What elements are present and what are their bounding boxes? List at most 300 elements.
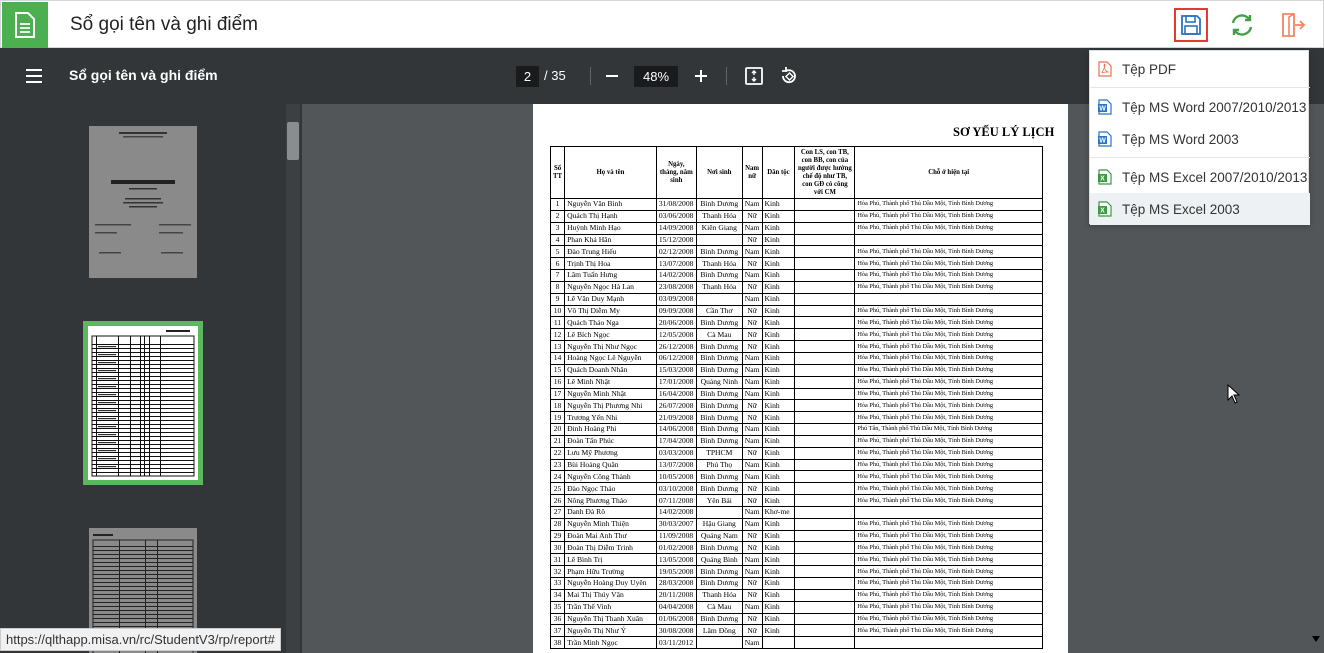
table-cell xyxy=(795,506,855,518)
table-cell: 22 xyxy=(551,447,565,459)
table-cell: Trần Minh Ngọc xyxy=(565,637,657,649)
table-cell: 26/12/2008 xyxy=(656,341,696,353)
table-cell xyxy=(795,578,855,590)
table-cell: Nữ xyxy=(742,589,762,601)
document-title: Sổ gọi tên và ghi điểm xyxy=(69,67,218,83)
table-cell: Nam xyxy=(742,270,762,282)
table-cell xyxy=(762,637,795,649)
table-cell: 19 xyxy=(551,412,565,424)
table-cell: Nam xyxy=(742,293,762,305)
word-file-icon xyxy=(1098,131,1112,147)
table-cell: Hòa Phú, Thành phố Thủ Dầu Một, Tỉnh Bình Dương xyxy=(855,246,1043,258)
table-row xyxy=(551,412,1043,424)
table-cell xyxy=(855,637,1043,649)
table-cell xyxy=(795,625,855,637)
table-row xyxy=(551,199,1043,211)
table-row xyxy=(551,530,1043,542)
table-row xyxy=(551,495,1043,507)
table-cell: 17/01/2008 xyxy=(656,376,696,388)
table-cell: 31 xyxy=(551,554,565,566)
table-cell: Nữ xyxy=(742,281,762,293)
table-cell: Kinh xyxy=(762,199,795,211)
table-cell: 9 xyxy=(551,293,565,305)
table-cell: Bình Dương xyxy=(696,578,742,590)
table-cell: 24 xyxy=(551,471,565,483)
table-cell: Đào Ngọc Thảo xyxy=(565,483,657,495)
table-header-cell: Nam nữ xyxy=(742,147,762,199)
table-cell xyxy=(795,495,855,507)
table-row xyxy=(551,566,1043,578)
table-row xyxy=(551,578,1043,590)
table-cell: Nam xyxy=(742,518,762,530)
fit-page-button[interactable] xyxy=(742,64,766,88)
sync-icon xyxy=(1229,12,1255,38)
zoom-out-button[interactable] xyxy=(600,64,624,88)
table-cell xyxy=(795,566,855,578)
table-cell: Bình Dương xyxy=(696,341,742,353)
table-cell: Nữ xyxy=(742,542,762,554)
table-cell xyxy=(795,317,855,329)
table-cell: Bình Dương xyxy=(696,566,742,578)
sidebar-scrollbar[interactable] xyxy=(286,104,300,653)
table-cell: 4 xyxy=(551,234,565,246)
table-cell: Nữ xyxy=(742,495,762,507)
table-cell: Nữ xyxy=(742,447,762,459)
zoom-input[interactable]: 48% xyxy=(634,66,678,87)
export-excel2007-item[interactable] xyxy=(1090,161,1310,193)
table-cell xyxy=(795,270,855,282)
table-cell: Hòa Phú, Thành phố Thủ Dầu Một, Tỉnh Bình Dương xyxy=(855,578,1043,590)
table-cell: Nam xyxy=(742,199,762,211)
table-cell: 10/05/2008 xyxy=(656,471,696,483)
table-cell: Kinh xyxy=(762,447,795,459)
table-cell xyxy=(795,435,855,447)
table-cell: Bình Dương xyxy=(696,471,742,483)
table-cell xyxy=(795,637,855,649)
table-header-cell: Nơi sinh xyxy=(696,147,742,199)
table-cell xyxy=(795,341,855,353)
table-cell: Hòa Phú, Thành phố Thủ Dầu Một, Tỉnh Bình Dương xyxy=(855,258,1043,270)
table-cell: Bình Dương xyxy=(696,435,742,447)
pdf-file-icon xyxy=(1098,61,1112,77)
table-cell xyxy=(795,412,855,424)
table-row xyxy=(551,329,1043,341)
svg-text:W: W xyxy=(1099,105,1106,113)
table-cell: 37 xyxy=(551,625,565,637)
fit-page-icon xyxy=(744,66,764,86)
table-cell: Lê Văn Duy Mạnh xyxy=(565,293,657,305)
export-excel2003-item[interactable] xyxy=(1090,193,1310,225)
table-cell xyxy=(795,329,855,341)
menu-divider xyxy=(1090,87,1310,88)
table-cell: Nam xyxy=(742,364,762,376)
table-cell: 13 xyxy=(551,341,565,353)
table-row xyxy=(551,506,1043,518)
table-cell: 20 xyxy=(551,424,565,436)
table-cell: Kinh xyxy=(762,601,795,613)
table-cell: Nam xyxy=(742,637,762,649)
table-cell: Phạm Hữu Trường xyxy=(565,566,657,578)
table-cell: Nam xyxy=(742,352,762,364)
table-cell: Kinh xyxy=(762,222,795,234)
table-cell: 01/02/2008 xyxy=(656,542,696,554)
table-cell: Bùi Hoàng Quân xyxy=(565,459,657,471)
table-cell: 7 xyxy=(551,270,565,282)
table-row xyxy=(551,234,1043,246)
table-cell: Hòa Phú, Thành phố Thủ Dầu Một, Tỉnh Bình Dương xyxy=(855,412,1043,424)
table-cell: Nam xyxy=(742,222,762,234)
table-cell: 14/06/2008 xyxy=(656,424,696,436)
table-cell: Mai Thị Thúy Vân xyxy=(565,589,657,601)
table-cell: Bình Dương xyxy=(696,412,742,424)
table-cell: Nguyễn Văn Bình xyxy=(565,199,657,211)
table-cell: Trương Yến Nhi xyxy=(565,412,657,424)
table-cell: Đoàn Tấn Phúc xyxy=(565,435,657,447)
table-cell: Kinh xyxy=(762,566,795,578)
table-cell: 26/07/2008 xyxy=(656,400,696,412)
table-cell: 11 xyxy=(551,317,565,329)
table-row xyxy=(551,554,1043,566)
table-row xyxy=(551,293,1043,305)
export-pdf-item[interactable] xyxy=(1090,53,1310,85)
table-cell: Kinh xyxy=(762,246,795,258)
table-cell xyxy=(795,281,855,293)
table-cell: Nam xyxy=(742,506,762,518)
table-cell: TPHCM xyxy=(696,447,742,459)
table-cell xyxy=(795,234,855,246)
table-cell: Nam xyxy=(742,376,762,388)
table-cell: 17 xyxy=(551,388,565,400)
rotate-button[interactable] xyxy=(777,64,801,88)
app-header xyxy=(0,0,1324,48)
table-cell: 15/03/2008 xyxy=(656,364,696,376)
table-cell: 21 xyxy=(551,435,565,447)
table-cell: Nguyễn Công Thành xyxy=(565,471,657,483)
table-cell: Bình Dương xyxy=(696,364,742,376)
table-cell: Hòa Phú, Thành phố Thủ Dầu Một, Tỉnh Bình Dương xyxy=(855,613,1043,625)
table-cell: Lâm Đồng xyxy=(696,625,742,637)
table-cell: 04/04/2008 xyxy=(656,601,696,613)
table-row xyxy=(551,388,1043,400)
export-word2003-item[interactable] xyxy=(1090,123,1310,155)
excel-file-icon xyxy=(1098,169,1112,185)
save-icon xyxy=(1180,14,1202,36)
table-cell: Kinh xyxy=(762,495,795,507)
table-cell: Bình Dương xyxy=(696,352,742,364)
table-cell: Bình Dương xyxy=(696,246,742,258)
table-cell: Bình Dương xyxy=(696,542,742,554)
table-cell: 12/05/2008 xyxy=(656,329,696,341)
table-cell: Lâm Tuấn Hưng xyxy=(565,270,657,282)
table-row xyxy=(551,246,1043,258)
table-cell: Đào Trung Hiếu xyxy=(565,246,657,258)
table-cell: Bình Dương xyxy=(696,388,742,400)
table-cell: Nam xyxy=(742,459,762,471)
export-excel2007-label: Tệp MS Excel 2007/2010/2013 xyxy=(1122,169,1308,185)
minus-icon xyxy=(605,69,619,83)
table-row xyxy=(551,459,1043,471)
table-cell: 28 xyxy=(551,518,565,530)
table-cell: Trịnh Thị Hoa xyxy=(565,258,657,270)
table-cell: 09/09/2008 xyxy=(656,305,696,317)
table-cell: 5 xyxy=(551,246,565,258)
svg-text:W: W xyxy=(1099,137,1106,145)
table-cell: Bình Dương xyxy=(696,270,742,282)
table-header-cell: Con LS, con TB, con BB, con của người được hưởng chế độ như TB, con GĐ có công với CM xyxy=(795,147,855,199)
table-cell: Hòa Phú, Thành phố Thủ Dầu Một, Tỉnh Bình Dương xyxy=(855,388,1043,400)
table-cell: 02/12/2008 xyxy=(656,246,696,258)
table-row xyxy=(551,447,1043,459)
table-cell: Nguyễn Thị Phương Nhi xyxy=(565,400,657,412)
table-cell: 36 xyxy=(551,613,565,625)
table-cell: Cần Thơ xyxy=(696,305,742,317)
table-row xyxy=(551,435,1043,447)
table-cell: Kinh xyxy=(762,376,795,388)
table-cell: Hòa Phú, Thành phố Thủ Dầu Một, Tỉnh Bình Dương xyxy=(855,435,1043,447)
app-title: Sổ gọi tên và ghi điểm xyxy=(70,14,259,35)
table-cell: Hòa Phú, Thành phố Thủ Dầu Một, Tỉnh Bình Dương xyxy=(855,483,1043,495)
table-cell: 34 xyxy=(551,589,565,601)
table-cell: Kinh xyxy=(762,554,795,566)
toolbar-divider xyxy=(590,67,591,85)
table-cell xyxy=(795,246,855,258)
table-cell: 8 xyxy=(551,281,565,293)
export-word2007-item[interactable] xyxy=(1090,91,1310,123)
table-cell: Quảng Nam xyxy=(696,530,742,542)
page-thumbnail-2[interactable] xyxy=(83,321,203,485)
table-cell: Nữ xyxy=(742,258,762,270)
menu-icon[interactable] xyxy=(24,66,44,86)
table-row xyxy=(551,589,1043,601)
table-cell: Quảng Ninh xyxy=(696,376,742,388)
table-cell: Nữ xyxy=(742,400,762,412)
table-cell: Thanh Hóa xyxy=(696,281,742,293)
table-cell: 03/10/2008 xyxy=(656,483,696,495)
table-row xyxy=(551,305,1043,317)
table-cell: 12 xyxy=(551,329,565,341)
table-cell: Nam xyxy=(742,388,762,400)
page-total: / 35 xyxy=(544,68,566,83)
table-cell: Lê Minh Nhật xyxy=(565,376,657,388)
table-cell: Trần Thế Vinh xyxy=(565,601,657,613)
table-cell: Nam xyxy=(742,471,762,483)
table-cell: Nguyễn Hoàng Duy Uyên xyxy=(565,578,657,590)
table-row xyxy=(551,601,1043,613)
table-cell: Kinh xyxy=(762,483,795,495)
table-cell: 01/06/2008 xyxy=(656,613,696,625)
table-row xyxy=(551,471,1043,483)
table-cell: 03/06/2008 xyxy=(656,210,696,222)
save-button[interactable] xyxy=(1174,8,1208,42)
table-cell: 27 xyxy=(551,506,565,518)
table-cell: Hòa Phú, Thành phố Thủ Dầu Một, Tỉnh Bình Dương xyxy=(855,459,1043,471)
table-cell: Quảng Bình xyxy=(696,554,742,566)
table-cell: 07/11/2008 xyxy=(656,495,696,507)
table-cell: 03/11/2012 xyxy=(656,637,696,649)
table-row xyxy=(551,637,1043,649)
table-cell: Kinh xyxy=(762,400,795,412)
table-cell: Kinh xyxy=(762,341,795,353)
table-cell: Hòa Phú, Thành phố Thủ Dầu Một, Tỉnh Bình Dương xyxy=(855,317,1043,329)
rotate-icon xyxy=(779,66,799,86)
table-cell: 20/06/2008 xyxy=(656,317,696,329)
table-cell: Kinh xyxy=(762,459,795,471)
exit-button[interactable] xyxy=(1276,8,1310,42)
table-cell: Yên Bái xyxy=(696,495,742,507)
table-cell: Kinh xyxy=(762,293,795,305)
table-cell: Kinh xyxy=(762,352,795,364)
excel-file-icon xyxy=(1098,201,1112,217)
table-cell: Quách Thảo Nga xyxy=(565,317,657,329)
table-cell xyxy=(795,613,855,625)
table-cell: Nam xyxy=(742,601,762,613)
zoom-in-button[interactable] xyxy=(689,64,713,88)
table-cell: Nguyễn Minh Thiện xyxy=(565,518,657,530)
table-cell: Thanh Hóa xyxy=(696,258,742,270)
table-cell: Kinh xyxy=(762,388,795,400)
table-cell: Nguyễn Thị Thanh Xuân xyxy=(565,613,657,625)
table-cell: Nữ xyxy=(742,578,762,590)
table-cell: Lê Bình Trị xyxy=(565,554,657,566)
table-cell xyxy=(795,305,855,317)
table-cell: Phú Tân, Thành phố Thủ Dầu Một, Tỉnh Bình Dương xyxy=(855,424,1043,436)
table-cell: Kinh xyxy=(762,258,795,270)
table-cell xyxy=(795,424,855,436)
table-row xyxy=(551,281,1043,293)
table-header-cell: Chỗ ở hiện tại xyxy=(855,147,1043,199)
table-cell: Thanh Hóa xyxy=(696,210,742,222)
table-cell xyxy=(855,506,1043,518)
table-cell: Nữ xyxy=(742,305,762,317)
table-cell: Nông Phương Thảo xyxy=(565,495,657,507)
table-cell xyxy=(795,530,855,542)
table-row xyxy=(551,222,1043,234)
table-cell: Nam xyxy=(742,246,762,258)
table-cell: 13/07/2008 xyxy=(656,258,696,270)
table-row xyxy=(551,258,1043,270)
table-cell: 03/09/2008 xyxy=(656,293,696,305)
table-header-cell: Ngày, tháng, năm sinh xyxy=(656,147,696,199)
table-cell: Bình Dương xyxy=(696,317,742,329)
exit-icon xyxy=(1280,12,1306,38)
table-cell: Nguyễn Ngọc Hà Lan xyxy=(565,281,657,293)
table-cell: Bình Dương xyxy=(696,613,742,625)
table-cell xyxy=(795,459,855,471)
table-cell: 18 xyxy=(551,400,565,412)
page-number-input[interactable]: 2 xyxy=(516,66,539,87)
table-cell: 14 xyxy=(551,352,565,364)
table-cell: Kinh xyxy=(762,270,795,282)
table-row xyxy=(551,483,1043,495)
table-cell xyxy=(855,293,1043,305)
table-cell xyxy=(696,234,742,246)
table-cell: 30/08/2008 xyxy=(656,625,696,637)
table-cell: Nữ xyxy=(742,625,762,637)
table-cell: 6 xyxy=(551,258,565,270)
table-cell xyxy=(855,234,1043,246)
table-cell: Hòa Phú, Thành phố Thủ Dầu Một, Tỉnh Bình Dương xyxy=(855,270,1043,282)
table-cell: Kinh xyxy=(762,305,795,317)
table-cell: 2 xyxy=(551,210,565,222)
table-cell: Hòa Phú, Thành phố Thủ Dầu Một, Tỉnh Bình Dương xyxy=(855,400,1043,412)
table-cell: 26 xyxy=(551,495,565,507)
table-cell: Hòa Phú, Thành phố Thủ Dầu Một, Tỉnh Bình Dương xyxy=(855,530,1043,542)
sync-button[interactable] xyxy=(1225,8,1259,42)
table-row xyxy=(551,625,1043,637)
table-cell: Kinh xyxy=(762,589,795,601)
table-cell xyxy=(795,199,855,211)
sidebar-scroll-thumb[interactable] xyxy=(287,122,299,160)
table-cell xyxy=(795,589,855,601)
table-cell xyxy=(795,471,855,483)
table-row xyxy=(551,270,1043,282)
table-cell: Hòa Phú, Thành phố Thủ Dầu Một, Tỉnh Bình Dương xyxy=(855,281,1043,293)
table-cell: Kinh xyxy=(762,329,795,341)
table-cell: Hòa Phú, Thành phố Thủ Dầu Một, Tỉnh Bình Dương xyxy=(855,625,1043,637)
table-cell: 13/07/2008 xyxy=(656,459,696,471)
export-word2003-label: Tệp MS Word 2003 xyxy=(1122,131,1239,147)
table-cell: Phan Khả Hân xyxy=(565,234,657,246)
table-row xyxy=(551,400,1043,412)
document-page xyxy=(533,104,1068,653)
table-cell xyxy=(795,447,855,459)
export-excel2003-label: Tệp MS Excel 2003 xyxy=(1122,201,1240,217)
table-row xyxy=(551,613,1043,625)
table-cell: Hậu Giang xyxy=(696,518,742,530)
table-cell: 10 xyxy=(551,305,565,317)
table-cell: 16/04/2008 xyxy=(656,388,696,400)
table-cell xyxy=(795,222,855,234)
table-row xyxy=(551,317,1043,329)
table-cell: Kinh xyxy=(762,412,795,424)
table-cell: Đinh Hoàng Phi xyxy=(565,424,657,436)
main-scrollbar[interactable] xyxy=(1308,104,1324,653)
table-cell: Cà Mau xyxy=(696,329,742,341)
table-cell: Kinh xyxy=(762,625,795,637)
table-cell: Hòa Phú, Thành phố Thủ Dầu Một, Tỉnh Bình Dương xyxy=(855,199,1043,211)
table-cell: 15/12/2008 xyxy=(656,234,696,246)
mouse-cursor-icon xyxy=(1227,384,1240,404)
table-cell: Bình Dương xyxy=(696,400,742,412)
table-cell: Quách Thị Hạnh xyxy=(565,210,657,222)
table-cell xyxy=(795,542,855,554)
table-cell: 17/04/2008 xyxy=(656,435,696,447)
table-cell: 32 xyxy=(551,566,565,578)
table-cell: Hòa Phú, Thành phố Thủ Dầu Một, Tỉnh Bình Dương xyxy=(855,589,1043,601)
table-cell: Kinh xyxy=(762,317,795,329)
word-file-icon xyxy=(1098,99,1112,115)
table-cell: 35 xyxy=(551,601,565,613)
page-thumbnail-1[interactable] xyxy=(89,126,197,278)
table-cell: Nữ xyxy=(742,329,762,341)
table-cell: 20/11/2008 xyxy=(656,589,696,601)
svg-text:X: X xyxy=(1100,207,1105,215)
table-cell: Kinh xyxy=(762,210,795,222)
table-cell: 31/08/2008 xyxy=(656,199,696,211)
table-cell: Kinh xyxy=(762,578,795,590)
table-cell: Khơ-me xyxy=(762,506,795,518)
table-cell xyxy=(696,293,742,305)
table-cell: Bình Dương xyxy=(696,483,742,495)
page-heading: SƠ YẾU LÝ LỊCH xyxy=(953,125,1055,139)
table-cell: Hòa Phú, Thành phố Thủ Dầu Một, Tỉnh Bình Dương xyxy=(855,329,1043,341)
thumbnail-sidebar xyxy=(0,104,302,653)
table-cell xyxy=(795,364,855,376)
table-cell: Hòa Phú, Thành phố Thủ Dầu Một, Tỉnh Bình Dương xyxy=(855,518,1043,530)
table-row xyxy=(551,376,1043,388)
table-cell: Hòa Phú, Thành phố Thủ Dầu Một, Tỉnh Bình Dương xyxy=(855,601,1043,613)
table-cell: Lưu Mỹ Phương xyxy=(565,447,657,459)
